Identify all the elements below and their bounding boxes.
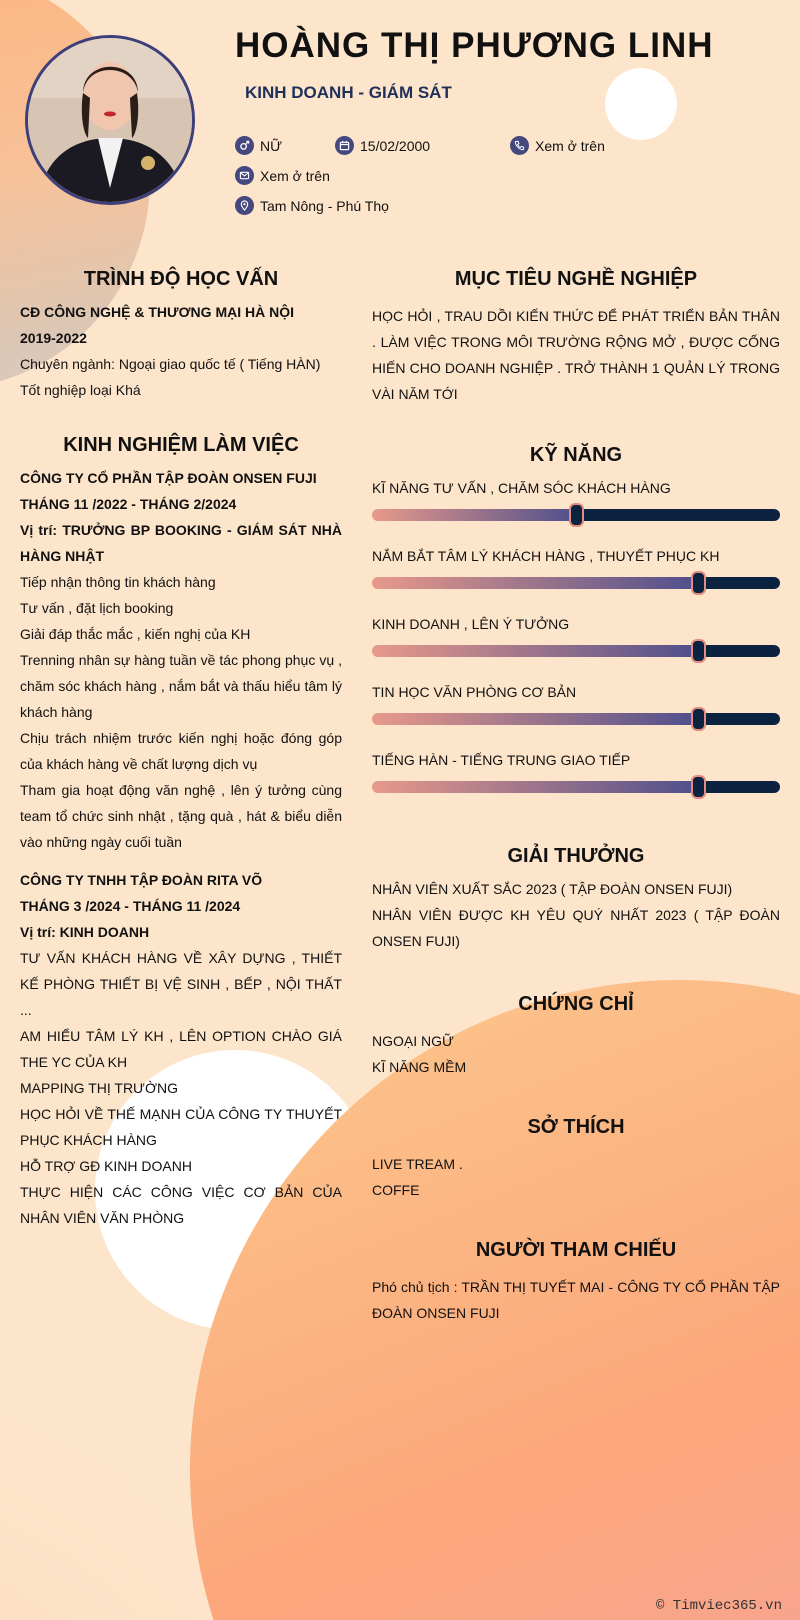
job-duty: THỰC HIỆN CÁC CÔNG VIỆC CƠ BẢN CỦA NHÂN VIÊN VĂN PHÒNG [20,1184,342,1226]
gender-icon [235,136,254,155]
education-section [20,268,342,403]
job-duty: MAPPING THỊ TRƯỜNG [20,1080,179,1096]
skill-label: TIN HỌC VĂN PHÒNG CƠ BẢN [372,684,577,700]
references-section [372,1239,780,1326]
education-major: Chuyên ngành: Ngoại giao quốc tế ( Tiếng HÀN) [20,356,321,372]
phone-icon [510,136,529,155]
reference-text: Phó chủ tịch : TRẦN THỊ TUYẾT MAI - CÔNG TY CỔ PHẦN TẬP ĐOÀN ONSEN FUJI [372,1279,780,1321]
birthday-value: 15/02/2000 [360,137,431,154]
skill-level-handle [691,775,706,799]
section-heading: KỸ NĂNG [529,444,623,466]
job-duty: Tiếp nhận thông tin khách hàng [20,574,216,590]
skill-bar [372,713,780,725]
job-duty: HỖ TRỢ GĐ KINH DOANH [20,1158,192,1174]
experience-job-1 [20,465,342,855]
skills-section [372,444,780,819]
job-duty: HỌC HỎI VỀ THẾ MẠNH CỦA CÔNG TY THUYẾT PHỤC KHÁCH HÀNG [20,1106,342,1148]
email-value: Xem ở trên [260,167,330,184]
job-position: Vị trí: KINH DOANH [20,924,150,940]
skill-item [372,751,780,819]
address-info [235,196,389,215]
job-duty: TƯ VẤN KHÁCH HÀNG VỀ XÂY DỰNG , THIẾT KẾ PHÒNG THIẾT BỊ VỆ SINH , BẾP , NỘI THẤT ... [20,950,342,1018]
job-duty: AM HIỂU TÂM LÝ KH , LÊN OPTION CHÀO GIÁ THE YC CỦA KH [20,1028,342,1070]
award-item: NHÂN VIÊN ĐƯỢC KH YÊU QUÝ NHẤT 2023 ( TẬP ĐOÀN ONSEN FUJI) [372,907,780,949]
skill-level-handle [691,639,706,663]
skill-item [372,547,780,615]
skill-bar [372,781,780,793]
location-icon [235,196,254,215]
education-period: 2019-2022 [20,330,87,346]
gender-value: NỮ [260,137,283,154]
skill-bar [372,645,780,657]
phone-value: Xem ở trên [535,137,605,154]
skill-item [372,683,780,751]
calendar-icon [335,136,354,155]
hobbies-section [372,1116,780,1203]
job-duty: Tham gia hoạt động văn nghệ , lên ý tưởng cùng team tổ chức sinh nhật , tặng quà , hát & biểu diễn vào những ngày cuối tuần [20,782,342,850]
candidate-name: HOÀNG THỊ PHƯƠNG LINH [235,26,714,65]
skill-item [372,615,780,683]
job-period: THÁNG 3 /2024 - THÁNG 11 /2024 [20,898,241,914]
job-company: CÔNG TY CỔ PHẦN TẬP ĐOÀN ONSEN FUJI [20,470,317,486]
section-heading: TRÌNH ĐỘ HỌC VẤN [83,268,279,290]
job-duty: Giải đáp thắc mắc , kiến nghị của KH [20,626,251,642]
skill-bar [372,509,780,521]
avatar-photo [28,38,192,202]
skills-list [372,479,780,819]
email-info [235,166,330,185]
skill-bar [372,577,780,589]
skill-level-handle [691,707,706,731]
birthday-info [335,136,430,155]
watermark: © Timviec365.vn [655,1598,782,1614]
mail-icon [235,166,254,185]
skill-item [372,479,780,547]
job-title: KINH DOANH - GIÁM SÁT [245,83,452,102]
job-company: CÔNG TY TNHH TẬP ĐOÀN RITA VÕ [20,872,263,888]
section-heading: MỤC TIÊU NGHỀ NGHIỆP [454,268,698,290]
job-period: THÁNG 11 /2022 - THÁNG 2/2024 [20,496,237,512]
skill-level-handle [691,571,706,595]
section-heading: SỞ THÍCH [527,1116,625,1138]
section-heading: KINH NGHIỆM LÀM VIỆC [63,434,299,456]
skill-level-handle [569,503,584,527]
section-heading: CHỨNG CHỈ [518,993,634,1015]
awards-section [372,845,780,954]
address-value: Tam Nông - Phú Thọ [260,197,389,214]
job-duty: Tư vấn , đặt lịch booking [20,600,174,616]
skill-label: NẮM BẮT TÂM LÝ KHÁCH HÀNG , THUYẾT PHỤC KH [372,548,720,564]
experience-section [20,434,342,1231]
job-duty: Trenning nhân sự hàng tuần về tác phong phục vụ , chăm sóc khách hàng , nắm bắt và thấu hiểu tâm lý khách hàng [20,652,342,720]
skill-label: KĨ NĂNG TƯ VẤN , CHĂM SÓC KHÁCH HÀNG [372,480,671,496]
avatar [25,35,195,205]
education-grade: Tốt nghiệp loại Khá [20,382,141,398]
experience-job-2 [20,867,342,1231]
objective-section [372,268,780,407]
certificate-item: KĨ NĂNG MỀM [372,1059,467,1075]
objective-text: HỌC HỎI , TRAU DỒI KIẾN THỨC ĐỂ PHÁT TRIỂN BẢN THÂN . LÀM VIỆC TRONG MÔI TRƯỜNG RỘNG MỞ , ĐƯỢC CỐNG HIẾN CHO DOANH NGHIỆP . TRỞ THÀNH 1 QUẢN LÝ TRONG VÀI NĂM TỚI [372,308,780,402]
job-duty: Chịu trách nhiệm trước kiến nghị hoặc đóng góp của khách hàng về chất lượng dịch vụ [20,730,342,772]
award-item: NHÂN VIÊN XUẤT SẮC 2023 ( TẬP ĐOÀN ONSEN FUJI) [372,881,733,897]
certificates-section [372,993,780,1080]
skill-label: KINH DOANH , LÊN Ý TƯỞNG [372,616,570,632]
skill-label: TIẾNG HÀN - TIẾNG TRUNG GIAO TIẾP [372,752,631,768]
gender-info [235,136,282,155]
education-school: CĐ CÔNG NGHỆ & THƯƠNG MẠI HÀ NỘI [20,304,294,320]
phone-info [510,136,605,155]
job-position: Vị trí: TRƯỞNG BP BOOKING - GIÁM SÁT NHÀ HÀNG NHẬT [20,522,342,564]
certificate-item: NGOẠI NGỮ [372,1033,454,1049]
section-heading: NGƯỜI THAM CHIẾU [475,1239,677,1261]
hobby-item: COFFE [372,1182,420,1198]
hobby-item: LIVE TREAM . [372,1156,463,1172]
section-heading: GIẢI THƯỞNG [507,845,645,867]
